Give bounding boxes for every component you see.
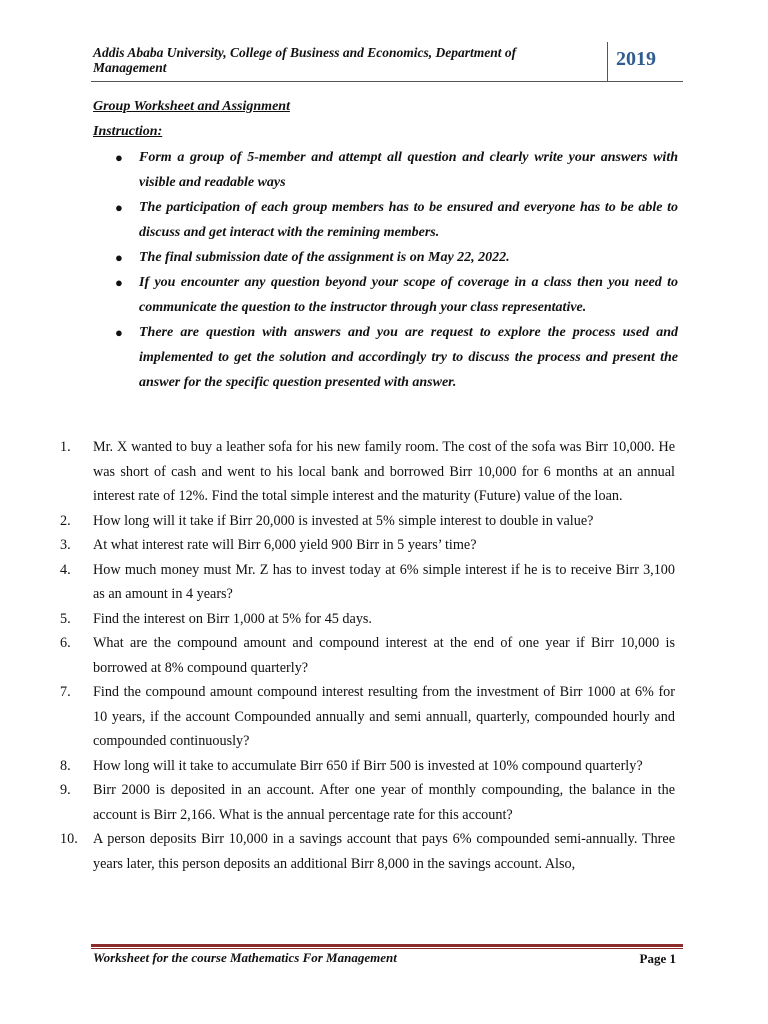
instruction-text: Form a group of 5-member and attempt all question and clearly write your answers with visible and readable ways xyxy=(139,150,678,190)
question-text: Find the interest on Birr 1,000 at 5% for 45 days. xyxy=(93,610,372,627)
question-number: 6. xyxy=(60,635,71,651)
bullet-icon: ● xyxy=(115,250,123,265)
question-item xyxy=(60,754,675,779)
question-text: Birr 2000 is deposited in an account. After one year of monthly compounding, the balance in the account is Birr 2,166. What is the annual percentage rate for this account? xyxy=(93,782,675,823)
question-item xyxy=(60,558,675,607)
header-institution xyxy=(93,45,593,75)
header-institution-line2: Management xyxy=(93,60,167,75)
question-text: Mr. X wanted to buy a leather sofa for his new family room. The cost of the sofa was Birr 10,000. He was short of cash and went to his local bank and borrowed Birr 10,000 for 6 months at an annual interest rate of 12%. Find the total simple interest and the maturity (Future) value of the loan. xyxy=(93,439,675,504)
question-item xyxy=(60,533,675,558)
footer-page-number: Page 1 xyxy=(639,951,676,966)
instruction-label: Instruction: xyxy=(93,124,163,139)
footer-divider-thin xyxy=(91,948,683,949)
header-institution-line1: Addis Ababa University, College of Business and Economics, Department of xyxy=(93,45,517,60)
header-divider xyxy=(91,81,683,82)
instruction-item xyxy=(93,270,678,320)
instruction-item xyxy=(93,320,678,395)
footer-course-title: Worksheet for the course Mathematics For Management xyxy=(93,950,397,965)
question-number: 5. xyxy=(60,610,71,627)
header-divider-vertical xyxy=(607,42,608,82)
question-number: 3. xyxy=(60,537,71,553)
footer-divider-thick xyxy=(91,944,683,947)
question-item xyxy=(60,680,675,754)
bullet-icon: ● xyxy=(115,325,123,340)
question-text: What are the compound amount and compound interest at the end of one year if Birr 10,000 is borrowed at 8% compound quarterly? xyxy=(93,635,675,676)
instruction-item xyxy=(93,145,678,195)
instruction-list xyxy=(93,145,678,395)
question-number: 4. xyxy=(60,561,71,578)
instruction-text: The participation of each group members has to be ensured and everyone has to be able to discuss and get interact with the remining members. xyxy=(139,200,678,240)
question-list xyxy=(60,435,675,876)
question-text: A person deposits Birr 10,000 in a savings account that pays 6% compounded semi-annually. Three years later, this person deposits an additional Birr 8,000 in the savings account. Also, xyxy=(93,831,675,872)
header-year: 2019 xyxy=(616,48,656,70)
question-number: 7. xyxy=(60,684,71,700)
question-text: How long will it take if Birr 20,000 is invested at 5% simple interest to double in value? xyxy=(93,512,594,529)
question-item xyxy=(60,827,675,876)
bullet-icon: ● xyxy=(115,275,123,290)
question-text: How much money must Mr. Z has to invest today at 6% simple interest if he is to receive Birr 3,100 as an amount in 4 years? xyxy=(93,561,675,602)
question-number: 10. xyxy=(60,831,78,847)
instruction-text: There are question with answers and you are request to explore the process used and implemented to get the solution and accordingly try to discuss the process and present the answer for the specific question presented with answer. xyxy=(139,325,678,390)
question-item xyxy=(60,435,675,509)
instruction-item xyxy=(93,195,678,245)
instruction-text: The final submission date of the assignment is on May 22, 2022. xyxy=(139,250,510,265)
question-number: 8. xyxy=(60,757,71,774)
instruction-text: If you encounter any question beyond your scope of coverage in a class then you need to communicate the question to the instructor through your class representative. xyxy=(139,275,678,315)
question-item xyxy=(60,607,675,632)
question-text: At what interest rate will Birr 6,000 yield 900 Birr in 5 years’ time? xyxy=(93,537,477,553)
question-text: Find the compound amount compound interest resulting from the investment of Birr 1000 at 6% for 10 years, if the account Compounded annually and semi annuall, quarterly, compounded hourly and compounded continuously? xyxy=(93,684,675,749)
bullet-icon: ● xyxy=(115,150,123,165)
worksheet-title: Group Worksheet and Assignment xyxy=(93,99,290,114)
bullet-icon: ● xyxy=(115,200,123,215)
instruction-item xyxy=(93,245,678,270)
question-text: How long will it take to accumulate Birr 650 if Birr 500 is invested at 10% compound quarterly? xyxy=(93,757,643,774)
question-number: 2. xyxy=(60,512,71,529)
question-number: 1. xyxy=(60,439,71,455)
question-item xyxy=(60,778,675,827)
question-item xyxy=(60,509,675,534)
question-item xyxy=(60,631,675,680)
question-number: 9. xyxy=(60,782,71,798)
